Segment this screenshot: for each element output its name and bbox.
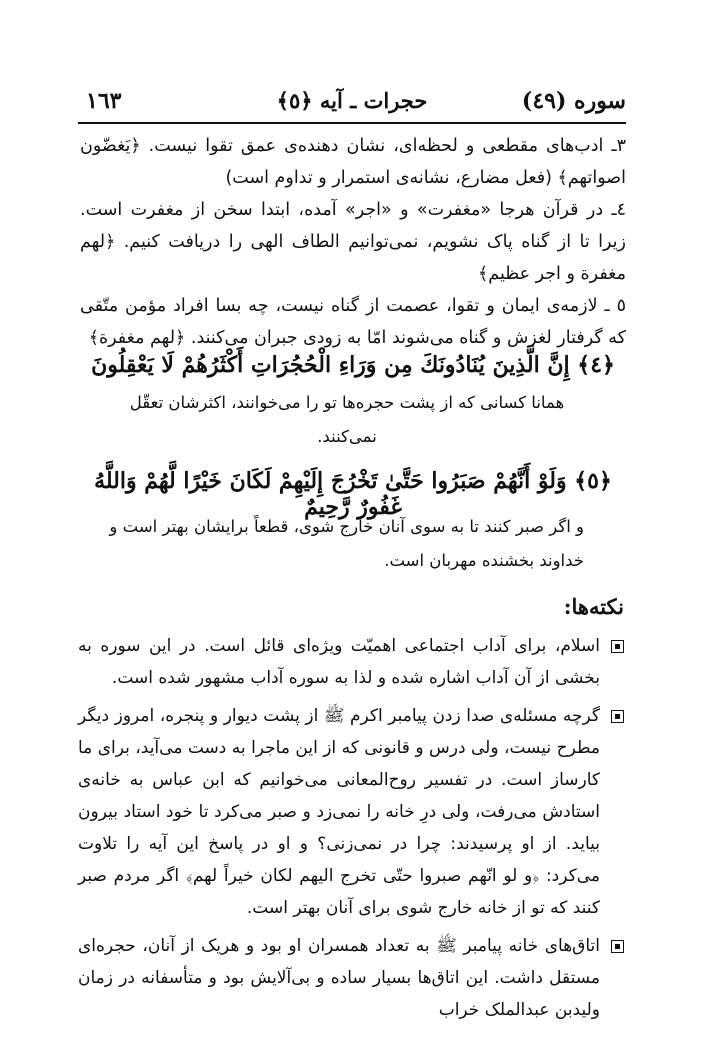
note-item [78,700,624,924]
square-bullet-icon [611,940,624,953]
square-bullet-icon [611,710,624,723]
header-title: حجرات ـ آیه ﴿٥﴾ [276,88,428,113]
verse-4-arabic: ﴿٤﴾ إِنَّ الَّذِينَ يُنَادُونَكَ مِن وَرَاءِ الْحُجُرَاتِ أَكْثَرُهُمْ لَا يَعْقِلُونَ [91,352,615,378]
tafsir-point-4: ٤ـ در قرآن هرجا «مغفرت» و «اجر» آمده، ابتدا سخن از مغفرت است. زیرا تا از گناه پاک نشویم، نمی‌توانیم الطاف الهی را دریافت کنیم. ﴿لهم مغفرة و اجر عظیم﴾ [80,200,626,284]
verse-5-translation-line-2: خداوند بخشنده مهربان است. [384,551,584,570]
note-item [78,930,624,1026]
page-header [78,86,626,120]
note-text: گرچه مسئله‌ی صدا زدن پیامبر اکرم ﷺ از پشت دیوار و پنجره، امروز دیگر مطرح نیست، ولی درس و قانونی که از این ماجرا به دست می‌آید، برای ما کارساز است. در تفسیر روح‌المعانی می‌خوانیم که ابن عباس به خانه‌ی استادش می‌رفت، ولی درِ خانه را نمی‌زد و صبر می‌کرد تا خود استاد بیرون بیاید. از او پرسیدند: چرا در نمی‌زنی؟ و او در پاسخ این آیه را تلاوت می‌کرد: ﴿و لو انّهم صبروا حتّی تخرج الیهم لکان خیراً لهم﴾ اگر مردم صبر کنند که تو از خانه خارج شوی برای آنان بهتر است. [78,706,600,918]
note-text: اسلام، برای آداب اجتماعی اهمیّت ویژه‌ای قائل است. در این سوره به بخشی از آن آداب اشاره شده و لذا به سوره آداب مشهور شده است. [78,636,600,688]
notes-list [78,630,624,1032]
verse-5-arabic: ﴿٥﴾ وَلَوْ أَنَّهُمْ صَبَرُوا حَتَّىٰ تَخْرُجَ إِلَيْهِمْ لَكَانَ خَيْرًا لَّهُمْ وَاللَّهُ غَفُورٌ رَّحِيمٌ [94,468,612,520]
tafsir-point-5: ٥ ـ لازمه‌ی ایمان و تقوا، عصمت از گناه نیست، چه بسا افراد مؤمن متّقی که گرفتار لغزش و گناه می‌شوند امّا به زودی جبران می‌کنند. ﴿لهم مغفرة﴾ [80,296,626,348]
verse-4-translation: همانا کسانی که از پشت حجره‌ها تو را می‌خوانند، اکثرشان تعقّل نمی‌کنند. [129,393,565,446]
note-text: اتاق‌های خانه پیامبر ﷺ به تعداد همسران او بود و هریک از آنان، حجره‌ای مستقل داشت. این اتاق‌ها بسیار ساده و بی‌آلایش بود و متأسفانه در زمان ولیدبن عبدالملک خراب [78,936,600,1020]
notes-heading: نکته‌ها: [563,594,624,619]
tafsir-point-3: ٣ـ ادب‌های مقطعی و لحظه‌ای، نشان دهنده‌ی عمق تقوا نیست. ﴿یَغضّون اصواتهم﴾ (فعل مضارع، نشانه‌ی استمرار و تداوم است) [80,136,626,188]
note-item [78,630,624,694]
verse-5-translation-line-1: و اگر صبر کنند تا به سوی آنان خارج شوی، قطعاً برایشان بهتر است و [109,517,584,536]
square-bullet-icon [611,640,624,653]
tafsir-points [80,130,626,354]
header-divider [78,122,626,124]
page-number: ١٦٣ [86,88,122,114]
verse-5-translation [100,510,584,578]
surah-label: سوره (٤٩) [521,88,626,114]
